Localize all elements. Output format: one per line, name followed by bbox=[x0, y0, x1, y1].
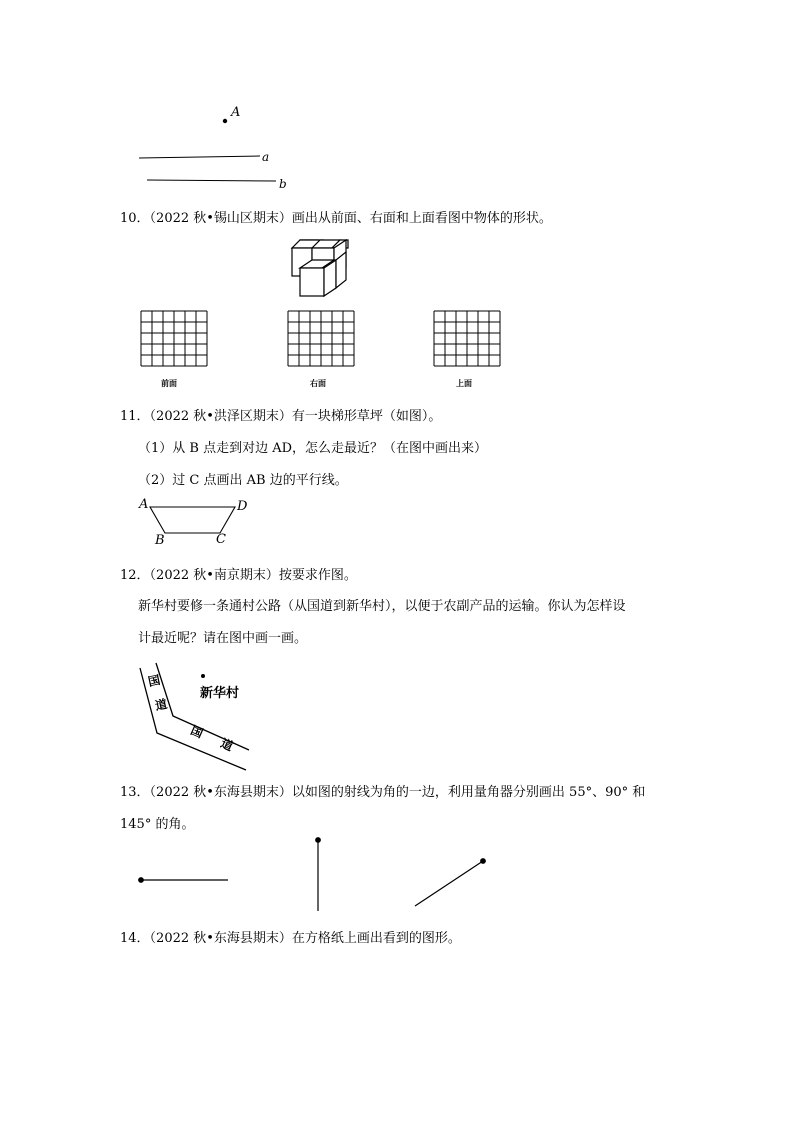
ray-diagonal bbox=[415, 861, 483, 906]
question-12-line-2: 计最近呢？请在图中画一画。 bbox=[138, 631, 308, 646]
grid-label-front: 前面 bbox=[161, 379, 177, 388]
road-char-2: 道 bbox=[153, 696, 169, 714]
road-char-1: 国 bbox=[146, 672, 162, 690]
road-char-3: 国 bbox=[188, 723, 206, 741]
grid-label-top: 上面 bbox=[456, 379, 472, 388]
trapezoid-label-D: D bbox=[237, 499, 248, 514]
question-12: 12．（2022 秋•南京期末）按要求作图。 bbox=[120, 568, 357, 583]
question-11: 11．（2022 秋•洪泽区期末）有一块梯形草坪（如图）。 bbox=[120, 409, 442, 424]
road-char-4: 道 bbox=[218, 736, 236, 754]
question-12-line-1: 新华村要修一条通村公路（从国道到新华村），以便于农副产品的运输。你认为怎样设 bbox=[138, 599, 626, 614]
village-label: 新华村 bbox=[200, 686, 240, 701]
question-13-line-2: 145° 的角。 bbox=[120, 817, 195, 832]
question-14: 14．（2022 秋•东海县期末）在方格纸上画出看到的图形。 bbox=[120, 931, 461, 946]
line-b-label: b bbox=[279, 177, 287, 191]
trapezoid-label-B: B bbox=[155, 533, 165, 548]
question-11-part-2: （2）过 C 点画出 AB 边的平行线。 bbox=[138, 473, 348, 488]
trapezoid-label-C: C bbox=[216, 532, 226, 547]
question-11-part-1: （1）从 B 点走到对边 AD，怎么走最近？（在图中画出来） bbox=[138, 441, 488, 456]
grid-label-right: 右面 bbox=[310, 379, 326, 388]
trapezoid-label-A: A bbox=[139, 497, 149, 512]
question-10: 10．（2022 秋•锡山区期末）画出从前面、右面和上面看图中物体的形状。 bbox=[120, 211, 552, 226]
line-a-label: a bbox=[262, 150, 270, 164]
point-A-label: A bbox=[231, 105, 241, 120]
question-13: 13．（2022 秋•东海县期末）以如图的射线为角的一边，利用量角器分别画出 55°、90° 和 bbox=[120, 785, 646, 800]
